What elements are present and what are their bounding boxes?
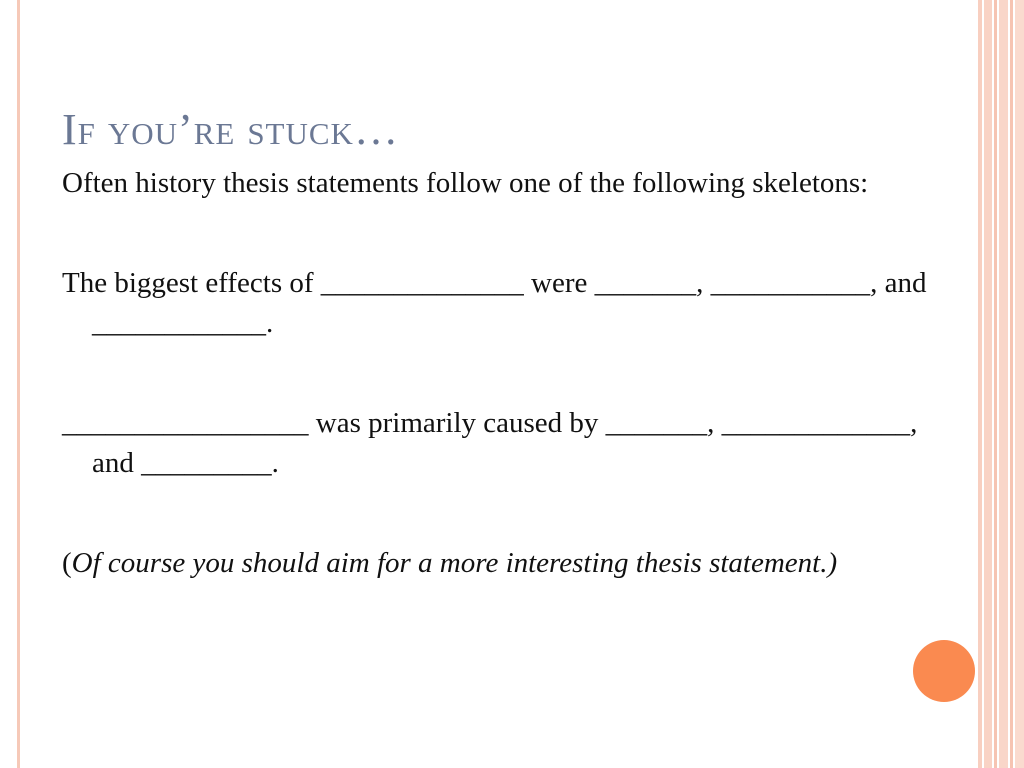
accent-circle: [913, 640, 975, 702]
slide-body: [62, 163, 942, 583]
skeleton-effects-paragraph: The biggest effects of ______________ were _______, ___________, and ____________.: [62, 267, 927, 339]
left-border-line: [17, 0, 20, 768]
intro-paragraph: Often history thesis statements follow one of the following skeletons:: [62, 167, 869, 199]
skeleton-causes-paragraph: _________________ was primarily caused by _______, _____________, and _________.: [62, 407, 918, 479]
right-stripe: [984, 0, 992, 768]
note-paragraph: [62, 543, 942, 583]
note-italic-text: Of course you should aim for a more interesting thesis statement.: [71, 547, 828, 579]
slide-title: If you’re stuck…: [62, 105, 399, 154]
right-stripe: [1010, 0, 1013, 768]
right-stripe: [1015, 0, 1024, 768]
note-open-paren: (: [62, 547, 72, 579]
note-close-paren: ): [827, 547, 838, 579]
right-stripe: [978, 0, 982, 768]
right-stripe: [999, 0, 1008, 768]
right-stripe: [994, 0, 997, 768]
